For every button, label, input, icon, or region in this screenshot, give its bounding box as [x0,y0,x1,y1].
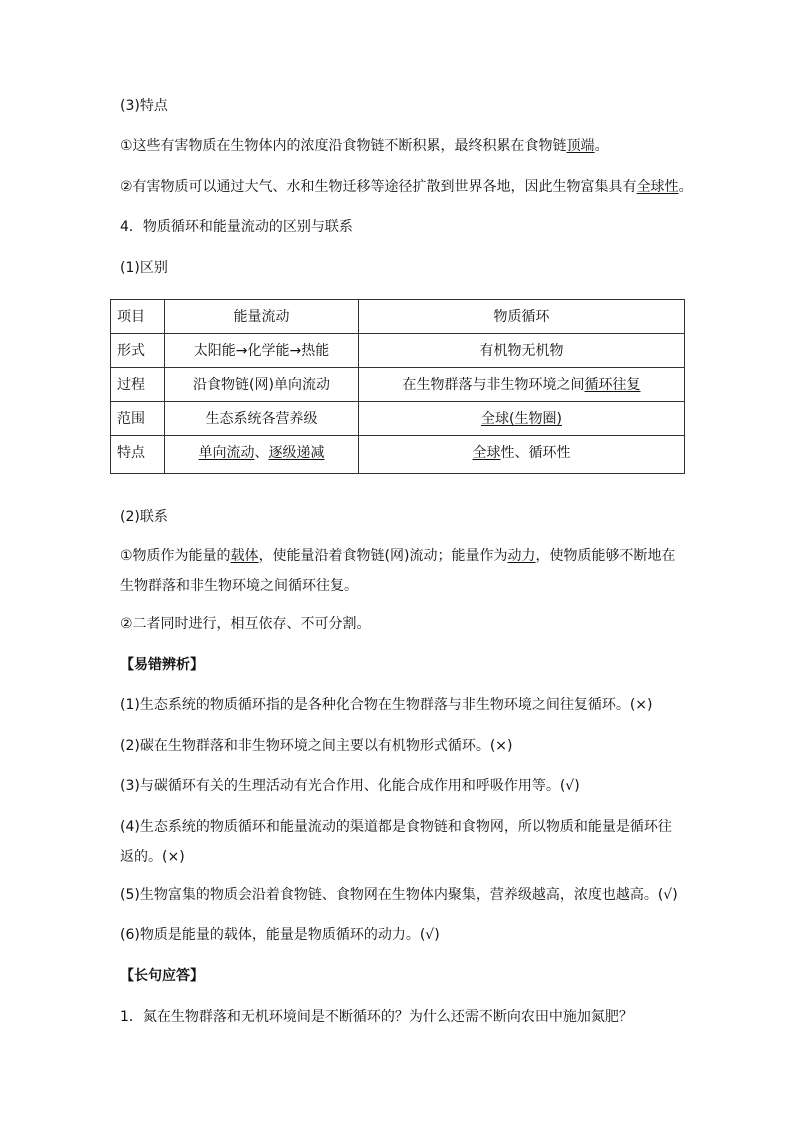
table-row [111,402,685,436]
table-cell: 能量流动 [165,300,359,334]
section-heading-features: (3)特点 [120,98,168,114]
error-item: (1)生态系统的物质循环指的是各种化合物在生物群落与非生物环境之间往复循环。(×) [120,697,653,713]
table-cell [165,436,359,474]
relation-paragraph-1 [120,541,682,601]
table-header-row [111,300,685,334]
underlined-term: 载体 [230,548,259,564]
table-cell: 范围 [111,402,165,436]
table-cell [359,436,685,474]
comparison-table [110,299,685,474]
table-cell: 过程 [111,368,165,402]
feature-paragraph-1 [120,136,680,156]
error-analysis-heading: 【易错辨析】 [120,657,204,673]
text-run: 。 [594,138,609,154]
text-run: ①物质作为能量的 [120,548,231,564]
table-cell: 太阳能→化学能→热能 [165,334,359,368]
subheading-difference: (1)区别 [120,260,168,276]
table-cell: 项目 [111,300,165,334]
text-run: ，使能量沿着食物链(网)流动；能量作为 [258,548,508,564]
feature-paragraph-2 [120,177,693,197]
underlined-term: 逐级递减 [268,445,325,461]
text-run: 全球 [481,411,510,427]
underlined-term: 单向流动 [198,445,255,461]
table-row [111,436,685,474]
long-answer-heading: 【长句应答】 [120,968,204,984]
question-1: 1．氮在生物群落和无机环境间是不断循环的？为什么还需不断向农田中施加氮肥？ [120,1009,633,1025]
underlined-term: 循环往复 [584,377,641,393]
text-run: 性、循环性 [500,445,571,461]
table-cell [359,402,685,436]
error-item: (2)碳在生物群落和非生物环境之间主要以有机物形式循环。(×) [120,738,513,754]
text-run: (生物圈) [509,411,562,427]
table-cell: 沿食物链(网)单向流动 [165,368,359,402]
table-row [111,368,685,402]
text-run: ①这些有害物质在生物体内的浓度沿食物链不断积累，最终积累在食物链 [120,138,567,154]
text-run: 、 [254,445,269,461]
relation-paragraph-2: ②二者同时进行，相互依存、不可分割。 [120,616,371,632]
underlined-term: 动力 [507,548,536,564]
text-run: ②有害物质可以通过大气、水和生物迁移等途径扩散到世界各地，因此生物富集具有 [120,179,637,195]
text-run: 。 [678,179,693,195]
table-cell [359,368,685,402]
underlined-term: 全球 [472,445,501,461]
error-item: (5)生物富集的物质会沿着食物链、食物网在生物体内聚集，营养级越高，浓度也越高。(√) [120,887,678,903]
error-item: (4)生态系统的物质循环和能量流动的渠道都是食物链和食物网，所以物质和能量是循环往返的。(×) [120,819,672,865]
underlined-term [481,411,562,427]
table-cell: 有机物无机物 [359,334,685,368]
section-heading-4: 4．物质循环和能量流动的区别与联系 [120,219,353,235]
subheading-relation: (2)联系 [120,509,168,525]
table-cell: 特点 [111,436,165,474]
text-run: ，使物质能够不断地在生物群落和非生物环境之间循环往复。 [120,548,676,594]
underlined-term: 顶端 [566,138,595,154]
table-cell: 形式 [111,334,165,368]
underlined-term: 全球性 [636,179,679,195]
error-item: (3)与碳循环有关的生理活动有光合作用、化能合成作用和呼吸作用等。(√) [120,778,580,794]
text-run: 在生物群落与非生物环境之间 [402,377,585,393]
table-row [111,334,685,368]
error-item: (6)物质是能量的载体，能量是物质循环的动力。(√) [120,927,440,943]
table-cell: 物质循环 [359,300,685,334]
table-cell: 生态系统各营养级 [165,402,359,436]
